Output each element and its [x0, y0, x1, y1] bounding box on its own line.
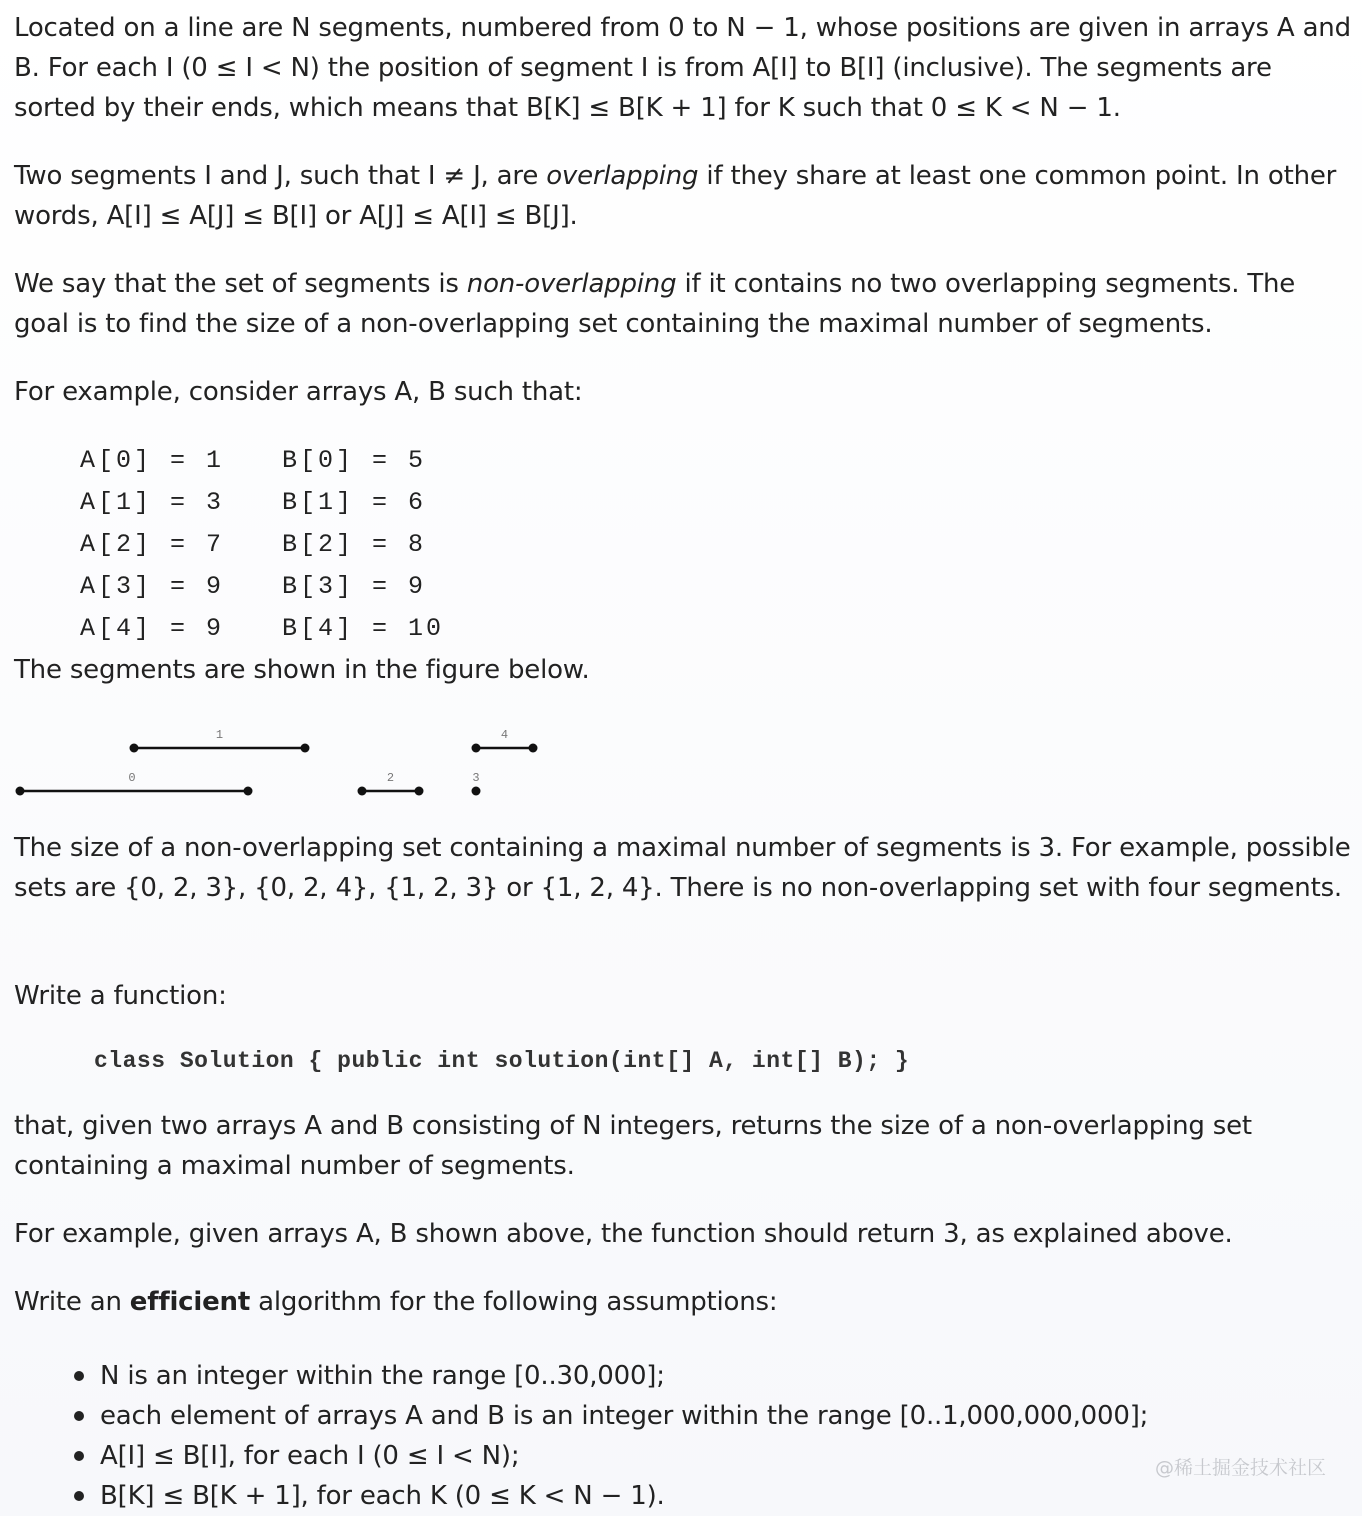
array-b-value: B[0] = 5 — [282, 446, 427, 475]
segment-0-endpoint — [16, 787, 25, 796]
array-b-value: B[4] = 10 — [282, 614, 445, 643]
figure-caption: The segments are shown in the figure below. — [14, 655, 590, 685]
array-values — [80, 440, 444, 650]
assumption-item: N is an integer within the range [0..30,000]; — [0, 1356, 1148, 1396]
assumption-item: A[I] ≤ B[I], for each I (0 ≤ I < N); — [0, 1436, 1148, 1476]
assumption-item: each element of arrays A and B is an integer within the range [0..1,000,000,000]; — [0, 1396, 1148, 1436]
assumptions-list — [0, 1356, 1148, 1516]
segment-2-endpoint — [415, 787, 424, 796]
overlap-term: overlapping — [546, 161, 699, 191]
segment-4-label: 4 — [500, 728, 509, 742]
segment-3-endpoint — [472, 787, 481, 796]
array-b-value: B[1] = 6 — [282, 488, 427, 517]
segment-1-label: 1 — [215, 728, 224, 742]
segment-0-label: 0 — [128, 771, 136, 785]
array-a-value: A[4] = 9 — [80, 614, 225, 643]
efficient-text-post: algorithm for the following assumptions: — [250, 1287, 778, 1317]
segment-1-endpoint — [130, 744, 139, 753]
array-a-value: A[3] = 9 — [80, 572, 225, 601]
efficient-term: efficient — [129, 1287, 251, 1317]
example-intro: For example, consider arrays A, B such that: — [14, 377, 583, 407]
array-row — [80, 440, 444, 482]
array-row — [80, 566, 444, 608]
intro-paragraph: Located on a line are N segments, numbered from 0 to N − 1, whose positions are given in arrays A and B. For each I (0 ≤ I < N) the position of segment I is from A[I] to B[I] (inclusive). The segments are sorted by their ends, which means that B[K] ≤ B[K + 1] for K such that 0 ≤ K < N − 1. — [14, 13, 1351, 123]
watermark: @稀土掘金技术社区 — [1154, 1457, 1326, 1479]
efficient-prompt — [14, 1282, 1354, 1322]
array-a-value: A[2] = 7 — [80, 530, 225, 559]
overlap-text-post: if they share at least one common point. In other words, A[I] ≤ A[J] ≤ B[I] or A[J] ≤ A[I] ≤ B[J]. — [14, 161, 1337, 231]
nonoverlap-text-post: if it contains no two overlapping segments. The goal is to find the size of a non-overlapping set containing the maximal number of segments. — [14, 269, 1296, 339]
segment-4-endpoint — [472, 744, 481, 753]
array-b-value: B[2] = 8 — [282, 530, 427, 559]
assumption-item: B[K] ≤ B[K + 1], for each K (0 ≤ K < N − 1). — [0, 1476, 1148, 1516]
nonoverlap-term: non-overlapping — [466, 269, 677, 299]
array-b-value: B[3] = 9 — [282, 572, 427, 601]
nonoverlap-text-pre: We say that the set of segments is — [14, 269, 467, 299]
overlap-definition — [14, 156, 1354, 236]
nonoverlap-definition — [14, 264, 1354, 344]
segment-0-endpoint — [244, 787, 253, 796]
segment-2-label: 2 — [386, 771, 395, 785]
segment-2-endpoint — [358, 787, 367, 796]
segment-1-endpoint — [301, 744, 310, 753]
array-a-value: A[0] = 1 — [80, 446, 225, 475]
example-return: For example, given arrays A, B shown above, the function should return 3, as explained above. — [14, 1219, 1233, 1249]
segment-4-endpoint — [529, 744, 538, 753]
overlap-text-pre: Two segments I and J, such that I ≠ J, are — [14, 161, 547, 191]
segments-figure — [14, 713, 574, 813]
array-row — [80, 482, 444, 524]
array-row — [80, 608, 444, 650]
size-explanation: The size of a non-overlapping set containing a maximal number of segments is 3. For example, possible sets are {0, 2, 3}, {0, 2, 4}, {1, 2, 3} or {1, 2, 4}. There is no non-overlapping set with four segments. — [14, 833, 1351, 903]
array-a-value: A[1] = 3 — [80, 488, 225, 517]
segments-layer — [16, 728, 538, 796]
efficient-text-pre: Write an — [14, 1287, 130, 1317]
segment-3-label: 3 — [472, 771, 480, 785]
returns-paragraph: that, given two arrays A and B consisting of N integers, returns the size of a non-overlapping set containing a maximal number of segments. — [14, 1111, 1252, 1181]
array-row — [80, 524, 444, 566]
function-signature: class Solution { public int solution(int[] A, int[] B); } — [94, 1048, 910, 1074]
write-function-prompt: Write a function: — [14, 981, 227, 1011]
